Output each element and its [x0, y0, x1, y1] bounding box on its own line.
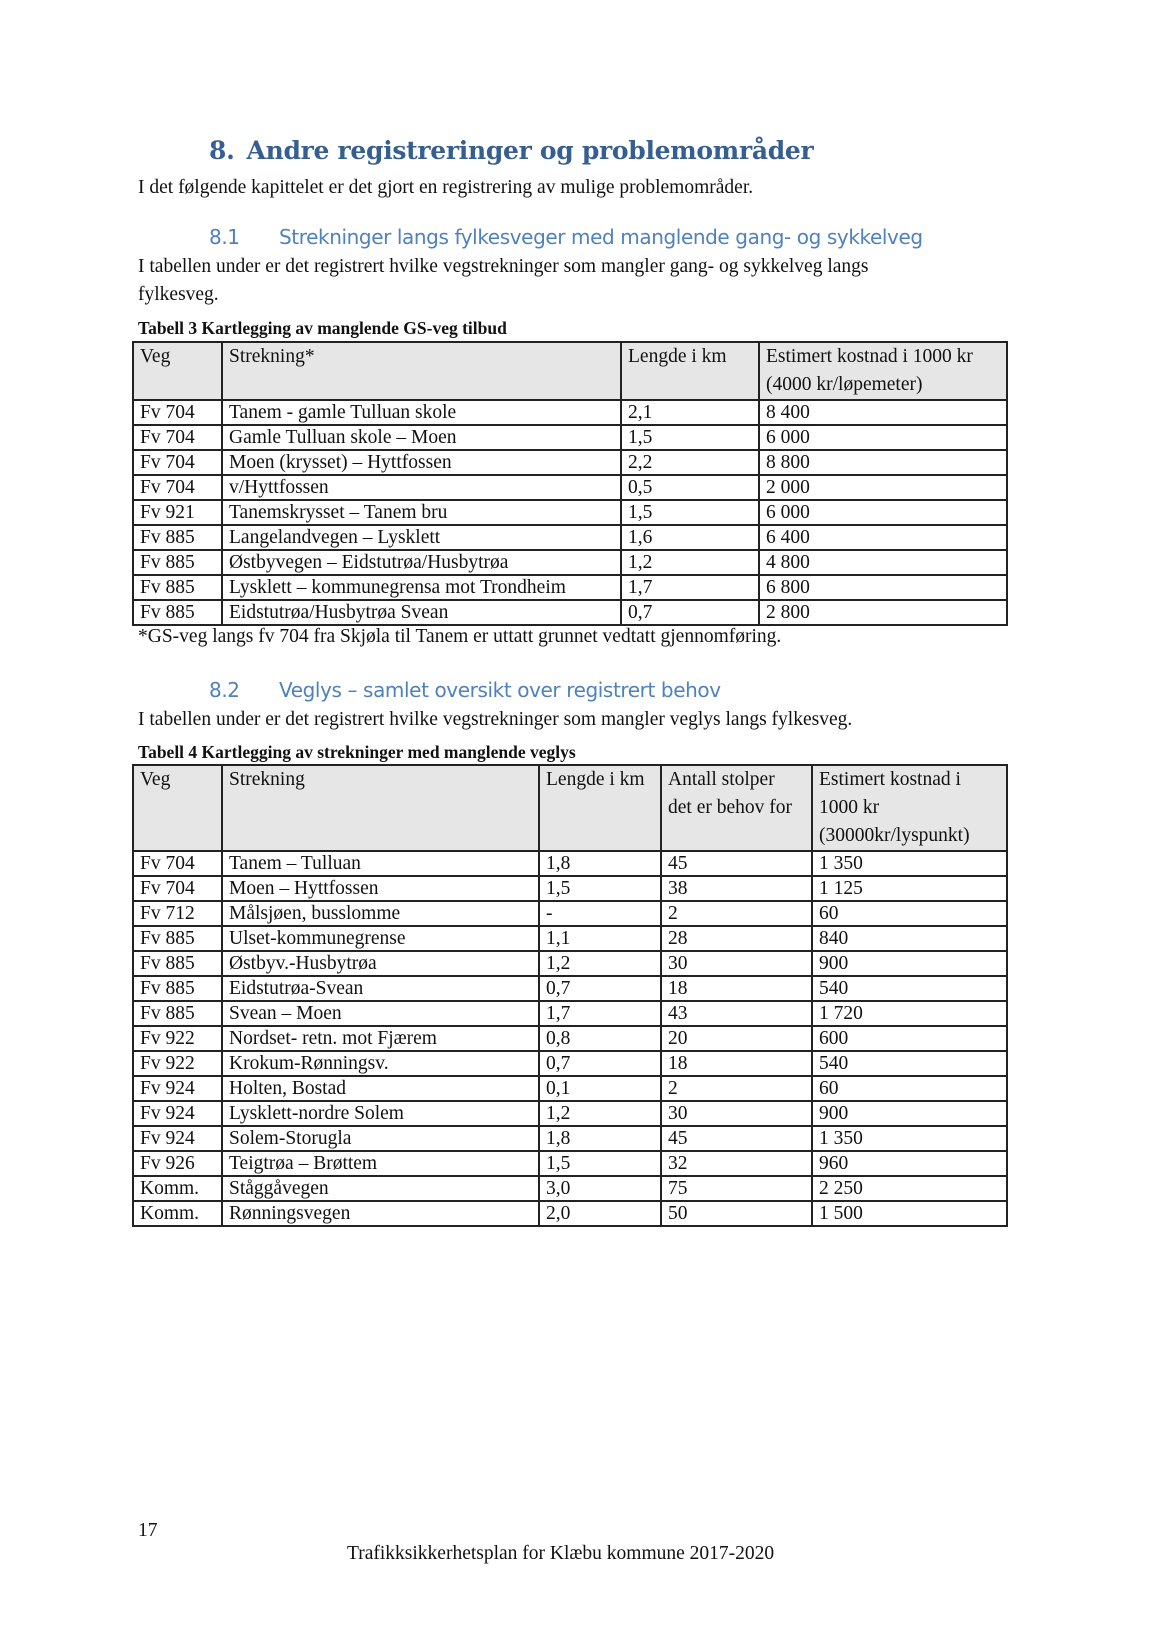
table-row: [133, 1126, 1007, 1151]
subsection-8-2-heading: [209, 678, 721, 702]
cell-antall-stolper: 30: [661, 951, 812, 976]
cell-antall-stolper: 75: [661, 1176, 812, 1201]
section-heading: [209, 136, 813, 165]
cell-strekning: Teigtrøa – Brøttem: [222, 1151, 539, 1176]
subsection-number: 8.2: [209, 678, 240, 702]
cell-kostnad: 960: [812, 1151, 1007, 1176]
table-row: [133, 1201, 1007, 1226]
cell-lengde: 1,8: [539, 1126, 661, 1151]
table-4-caption: Tabell 4 Kartlegging av strekninger med manglende veglys: [138, 742, 576, 762]
cell-strekning: Tanemskrysset – Tanem bru: [222, 500, 621, 525]
cell-lengde: 1,8: [539, 851, 661, 876]
table-row: [133, 400, 1007, 425]
cell-antall-stolper: 43: [661, 1001, 812, 1026]
table-row: [133, 1151, 1007, 1176]
cell-veg: Fv 885: [133, 1001, 222, 1026]
cell-veg: Fv 885: [133, 926, 222, 951]
table-row: [133, 525, 1007, 550]
cell-veg: Fv 704: [133, 851, 222, 876]
cell-veg: Fv 885: [133, 550, 222, 575]
cell-lengde: 1,5: [621, 500, 759, 525]
cell-strekning: v/Hyttfossen: [222, 475, 621, 500]
cell-kostnad: 540: [812, 976, 1007, 1001]
cell-veg: Fv 922: [133, 1051, 222, 1076]
cell-veg: Fv 885: [133, 976, 222, 1001]
cell-lengde: 1,5: [539, 876, 661, 901]
cell-veg: Fv 885: [133, 525, 222, 550]
cell-veg: Fv 885: [133, 951, 222, 976]
cell-kostnad: 6 000: [759, 500, 1007, 525]
cell-lengde: 1,5: [539, 1151, 661, 1176]
subsection-title: Veglys – samlet oversikt over registrert behov: [279, 678, 721, 702]
table-header-row: [133, 342, 1007, 400]
cell-kostnad: 60: [812, 1076, 1007, 1101]
header-kostnad-line3: (30000kr/lyspunkt): [819, 825, 970, 846]
cell-lengde: 2,2: [621, 450, 759, 475]
table-row: [133, 475, 1007, 500]
cell-strekning: Krokum-Rønningsv.: [222, 1051, 539, 1076]
cell-strekning: Gamle Tulluan skole – Moen: [222, 425, 621, 450]
cell-strekning: Lysklett-nordre Solem: [222, 1101, 539, 1126]
cell-antall-stolper: 18: [661, 1051, 812, 1076]
cell-lengde: 1,2: [621, 550, 759, 575]
cell-kostnad: 1 500: [812, 1201, 1007, 1226]
cell-kostnad: 8 400: [759, 400, 1007, 425]
cell-lengde: 0,8: [539, 1026, 661, 1051]
cell-veg: Fv 924: [133, 1101, 222, 1126]
table-row: [133, 1001, 1007, 1026]
subsection-8-1-text-line1: I tabellen under er det registrert hvilke vegstrekninger som mangler gang- og sykkelveg langs: [138, 256, 869, 277]
cell-kostnad: 1 720: [812, 1001, 1007, 1026]
cell-veg: Fv 924: [133, 1126, 222, 1151]
subsection-8-1-text-line2: fylkesveg.: [138, 284, 219, 305]
subsection-8-1-heading: [209, 225, 923, 249]
header-strekning: Strekning*: [222, 342, 621, 400]
cell-lengde: 2,1: [621, 400, 759, 425]
cell-kostnad: 4 800: [759, 550, 1007, 575]
cell-strekning: Svean – Moen: [222, 1001, 539, 1026]
table-row: [133, 951, 1007, 976]
cell-lengde: 1,1: [539, 926, 661, 951]
cell-lengde: 0,7: [539, 1051, 661, 1076]
subsection-8-2-text: I tabellen under er det registrert hvilke vegstrekninger som mangler veglys langs fylkesveg.: [138, 709, 853, 730]
cell-strekning: Eidstutrøa-Svean: [222, 976, 539, 1001]
header-kostnad: [759, 342, 1007, 400]
cell-strekning: Tanem - gamle Tulluan skole: [222, 400, 621, 425]
cell-lengde: 1,7: [539, 1001, 661, 1026]
cell-kostnad: 900: [812, 951, 1007, 976]
cell-kostnad: 2 250: [812, 1176, 1007, 1201]
cell-strekning: Østbyv.-Husbytrøa: [222, 951, 539, 976]
subsection-number: 8.1: [209, 225, 240, 249]
cell-lengde: 2,0: [539, 1201, 661, 1226]
cell-strekning: Østbyvegen – Eidstutrøa/Husbytrøa: [222, 550, 621, 575]
header-strekning: Strekning: [222, 765, 539, 851]
subsection-title: Strekninger langs fylkesveger med manglende gang- og sykkelveg: [279, 225, 923, 249]
table-row: [133, 851, 1007, 876]
cell-kostnad: 60: [812, 901, 1007, 926]
cell-lengde: 1,6: [621, 525, 759, 550]
cell-veg: Komm.: [133, 1201, 222, 1226]
cell-veg: Komm.: [133, 1176, 222, 1201]
cell-lengde: 1,7: [621, 575, 759, 600]
cell-veg: Fv 704: [133, 450, 222, 475]
cell-antall-stolper: 18: [661, 976, 812, 1001]
header-kostnad: [812, 765, 1007, 851]
table-4: [132, 764, 1008, 1227]
cell-veg: Fv 885: [133, 575, 222, 600]
header-lengde: Lengde i km: [539, 765, 661, 851]
table-3-caption: Tabell 3 Kartlegging av manglende GS-veg tilbud: [138, 318, 507, 338]
cell-strekning: Ståggåvegen: [222, 1176, 539, 1201]
page-number: 17: [138, 1520, 158, 1541]
table-row: [133, 575, 1007, 600]
table-row: [133, 500, 1007, 525]
cell-strekning: Holten, Bostad: [222, 1076, 539, 1101]
cell-kostnad: 1 350: [812, 851, 1007, 876]
cell-strekning: Eidstutrøa/Husbytrøa Svean: [222, 600, 621, 625]
cell-antall-stolper: 30: [661, 1101, 812, 1126]
cell-lengde: -: [539, 901, 661, 926]
cell-strekning: Nordset- retn. mot Fjærem: [222, 1026, 539, 1051]
cell-kostnad: 540: [812, 1051, 1007, 1076]
cell-veg: Fv 921: [133, 500, 222, 525]
cell-veg: Fv 885: [133, 600, 222, 625]
cell-antall-stolper: 45: [661, 851, 812, 876]
header-antall-stolper: [661, 765, 812, 851]
cell-antall-stolper: 45: [661, 1126, 812, 1151]
cell-kostnad: 8 800: [759, 450, 1007, 475]
cell-veg: Fv 704: [133, 475, 222, 500]
table-row: [133, 450, 1007, 475]
cell-lengde: 0,5: [621, 475, 759, 500]
cell-lengde: 0,7: [539, 976, 661, 1001]
header-kostnad-line2: 1000 kr: [819, 797, 880, 818]
table-row: [133, 926, 1007, 951]
table-3-footnote: *GS-veg langs fv 704 fra Skjøla til Tanem er uttatt grunnet vedtatt gjennomføring.: [138, 626, 782, 647]
cell-strekning: Lysklett – kommunegrensa mot Trondheim: [222, 575, 621, 600]
cell-strekning: Rønningsvegen: [222, 1201, 539, 1226]
cell-kostnad: 900: [812, 1101, 1007, 1126]
header-antall-line2: det er behov for: [668, 797, 792, 818]
table-row: [133, 1051, 1007, 1076]
cell-veg: Fv 922: [133, 1026, 222, 1051]
cell-antall-stolper: 2: [661, 1076, 812, 1101]
table-row: [133, 876, 1007, 901]
cell-veg: Fv 704: [133, 876, 222, 901]
table-header-row: [133, 765, 1007, 851]
cell-antall-stolper: 38: [661, 876, 812, 901]
cell-strekning: Solem-Storugla: [222, 1126, 539, 1151]
cell-kostnad: 600: [812, 1026, 1007, 1051]
cell-antall-stolper: 28: [661, 926, 812, 951]
cell-veg: Fv 704: [133, 425, 222, 450]
cell-kostnad: 6 400: [759, 525, 1007, 550]
cell-antall-stolper: 50: [661, 1201, 812, 1226]
header-veg: Veg: [133, 342, 222, 400]
cell-veg: Fv 926: [133, 1151, 222, 1176]
cell-kostnad: 840: [812, 926, 1007, 951]
cell-lengde: 0,7: [621, 600, 759, 625]
cell-antall-stolper: 2: [661, 901, 812, 926]
cell-veg: Fv 704: [133, 400, 222, 425]
cell-lengde: 0,1: [539, 1076, 661, 1101]
table-row: [133, 425, 1007, 450]
section-intro: I det følgende kapittelet er det gjort en registrering av mulige problemområder.: [138, 177, 754, 198]
cell-lengde: 1,2: [539, 1101, 661, 1126]
cell-lengde: 3,0: [539, 1176, 661, 1201]
table-row: [133, 901, 1007, 926]
footer-document-title: Trafikksikkerhetsplan for Klæbu kommune 2017-2020: [347, 1543, 775, 1564]
table-row: [133, 1076, 1007, 1101]
cell-strekning: Moen (krysset) – Hyttfossen: [222, 450, 621, 475]
cell-lengde: 1,5: [621, 425, 759, 450]
header-lengde: Lengde i km: [621, 342, 759, 400]
table-row: [133, 550, 1007, 575]
table-3: [132, 341, 1008, 626]
cell-antall-stolper: 32: [661, 1151, 812, 1176]
cell-veg: Fv 924: [133, 1076, 222, 1101]
cell-strekning: Ulset-kommunegrense: [222, 926, 539, 951]
table-row: [133, 1101, 1007, 1126]
cell-kostnad: 1 125: [812, 876, 1007, 901]
header-kostnad-line1: Estimert kostnad i: [819, 769, 961, 790]
table-row: [133, 1176, 1007, 1201]
section-title: Andre registreringer og problemområder: [246, 136, 814, 165]
cell-strekning: Målsjøen, busslomme: [222, 901, 539, 926]
cell-strekning: Tanem – Tulluan: [222, 851, 539, 876]
cell-lengde: 1,2: [539, 951, 661, 976]
cell-strekning: Langelandvegen – Lysklett: [222, 525, 621, 550]
header-kostnad-line2: (4000 kr/løpemeter): [766, 374, 923, 395]
section-number: 8.: [209, 136, 235, 165]
header-veg: Veg: [133, 765, 222, 851]
table-row: [133, 976, 1007, 1001]
header-antall-line1: Antall stolper: [668, 769, 775, 790]
cell-antall-stolper: 20: [661, 1026, 812, 1051]
table-row: [133, 1026, 1007, 1051]
cell-veg: Fv 712: [133, 901, 222, 926]
table-row: [133, 600, 1007, 625]
cell-kostnad: 1 350: [812, 1126, 1007, 1151]
cell-kostnad: 2 000: [759, 475, 1007, 500]
cell-kostnad: 6 000: [759, 425, 1007, 450]
cell-kostnad: 2 800: [759, 600, 1007, 625]
header-kostnad-line1: Estimert kostnad i 1000 kr: [766, 346, 973, 367]
cell-strekning: Moen – Hyttfossen: [222, 876, 539, 901]
cell-kostnad: 6 800: [759, 575, 1007, 600]
